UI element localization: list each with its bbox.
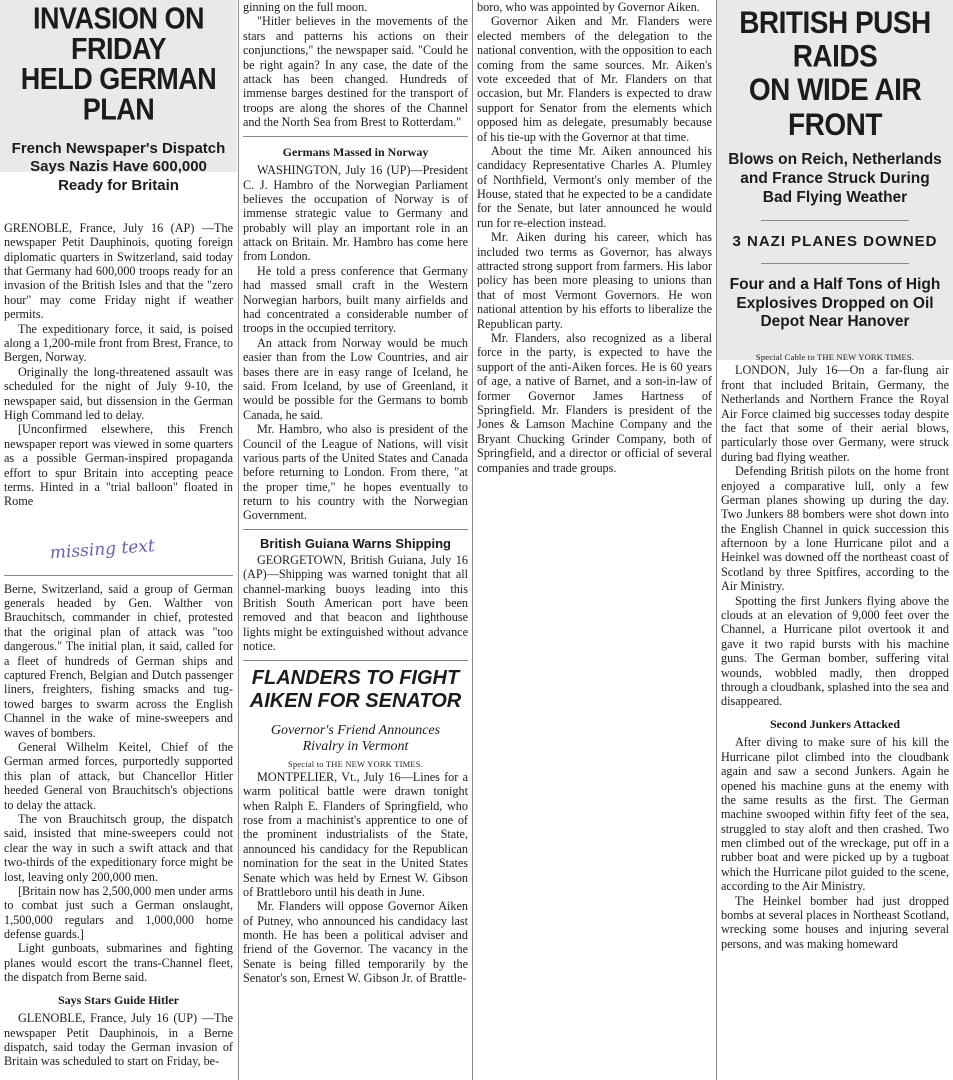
paragraph: Governor Aiken and Mr. Flanders were elected members of the delegation to the national convention, with the opposition to each coming from the same sources. Mr. Aiken's vote exceeded that of Mr. Flanders on that occasion, but Mr. Flanders is expected to draw support for Senator from the elements which opposed him as delegate, presumably because of his tie-up with the Governor at that time. xyxy=(477,14,712,144)
paragraph: Berne, Switzerland, said a group of German generals headed by Gen. Walther von Brauchitsch, commander in chief, protested that the original plan of attack was "too dangerous." The initial plan, it said, called for a fleet of hundreds of German ships and captured French, Belgian and Dutch passenger liners, freighters, fishing smacks and tug-towed barges to swarm across the English Channel in the wake of mine-sweepers and waves of bombers. xyxy=(4,581,233,740)
paragraph: ginning on the full moon. xyxy=(243,0,368,14)
paragraph: Mr. Flanders, also recognized as a liberal force in the party, is expected to have the support of the anti-Aiken forces. He is 60 years of age, a native of Barnet, and a son-in-law of former Governor James Hartness of Springfield. Mr. Flanders is president of the Jones & Lamson Machine Company and the Bryant Chucking Grinder Company, both of Springfield, and a director or official of several companies and trade groups. xyxy=(477,330,712,475)
column-rule xyxy=(472,0,473,1080)
section-heading: Germans Massed in Norway xyxy=(282,144,429,159)
paragraph: MONTPELIER, Vt., July 16—Lines for a warm political battle were drawn tonight when Ralph E. Flanders of Springfield, who rose from a machinist's apprentice to one of the prominent industrialists of the State, announced his candidacy for the Republican nomination for the seat in the United States Senate which was held by Ernest W. Gibson of Brattleboro until his death in June. xyxy=(243,769,468,899)
divider xyxy=(761,220,909,221)
headline xyxy=(4,1,233,127)
flanders-headline: FLANDERS TO FIGHT AIKEN FOR SENATOR xyxy=(249,666,462,712)
paragraph: "Hitler believes in the movements of the stars and patterns his actions on their conjunctions," the newspaper said. "Could he be right again? In any case, the date of the attack has been changed. Hundreds of immense barges destined for the transport of troops are along the shores of the Channel and the North Sea from Brest to Rotterdam." xyxy=(243,14,468,130)
paragraph: The Heinkel bomber had just dropped bombs at several places in Northeast Scotland, wrecking some houses and injuring several persons, and was making homeward xyxy=(721,893,949,951)
paragraph: LONDON, July 16—On a far-flung air front that included Britain, Germany, the Netherlands and Northern France the Royal Air Force claimed big successes today despite the fact that some of their aerial blows, particularly those over Germany, were struck during bad flying weather. xyxy=(721,363,949,464)
subheadline: French Newspaper's Dispatch Says Nazis Have 600,000 Ready for Britain xyxy=(11,140,226,194)
paragraph: Mr. Aiken during his career, which has included two terms as Governor, has always attracted strong support from farmers. His labor policy has been more pleasing to unions than that of most Vermont Governors. He won national attention by his efforts to liberalize the Republican party. xyxy=(477,230,712,331)
column-rule xyxy=(716,0,717,1080)
headline-line: HELD GERMAN PLAN xyxy=(20,62,217,127)
paragraph: Mr. Flanders will oppose Governor Aiken of Putney, who announced his candidacy last month. He has been a political adviser and friend of the Governor. The vacancy in the Senate is being filled temporarily by the Senator's son, Ernest W. Gibson Jr. of Brattle- xyxy=(243,899,468,986)
flanders-subheadline: Governor's Friend Announces Rivalry in Vermont xyxy=(270,722,441,754)
divider xyxy=(761,263,909,264)
section-heading: British Guiana Warns Shipping xyxy=(260,535,451,551)
paragraph: boro, who was appointed by Governor Aiken. xyxy=(477,0,700,14)
column-rule xyxy=(238,0,239,1080)
article-continued xyxy=(243,0,468,986)
subheadline: Four and a Half Tons of High Explosives Dropped on Oil Depot Near Hanover xyxy=(729,275,941,331)
divider xyxy=(243,660,468,661)
paragraph: WASHINGTON, July 16 (UP)—President C. J. Hambro of the Norwegian Parliament believes the occupation of Norway is of immense strategic value to Germany and probably will play an important role in an attack on Britain. Mr. Hambro has come here from London. xyxy=(243,163,468,264)
section-heading: Second Junkers Attacked xyxy=(769,716,900,731)
paragraph: He told a press conference that Germany had massed small craft in the Western Norwegian harbors, built many airfields and had concentrated a considerable number of troops in the occupied territory. xyxy=(243,263,468,336)
paragraph: GLENOBLE, France, July 16 (UP) —The newspaper Petit Dauphinois, in a Berne dispatch, said today the German invasion of Britain was scheduled to start on Friday, be- xyxy=(4,1011,233,1069)
divider xyxy=(4,575,233,576)
subheadline: Blows on Reich, Netherlands and France Struck During Bad Flying Weather xyxy=(728,150,942,206)
paragraph: [Unconfirmed elsewhere, this French newspaper report was viewed in some quarters as a possible German-inspired propaganda effort to spur Britain into accepting peace terms. Hinted in a "trial balloon" floated in Rome xyxy=(4,422,233,509)
paragraph: Mr. Hambro, who also is president of the Council of the League of Nations, will visit various parts of the United States and Canada before returning to London. From there, "at the proper time," he hopes eventually to return to his country with the Norwegian Government. xyxy=(243,422,468,523)
article-flanders-continued xyxy=(477,0,712,570)
paragraph: [Britain now has 2,500,000 men under arms to combat just such a German onslaught, 1,500,000 regulars and 1,000,000 home defense guards.] xyxy=(4,883,233,942)
paragraph: Defending British pilots on the home front enjoyed a comparative lull, only a few German planes showing up during the day. Two Junkers 88 bombers were shot down into the English Channel in quick succession this afternoon by a lone Hurricane pilot and a Heinkel was downed off the northeast coast of Scotland by three Spitfires, according to the Air Ministry. xyxy=(721,464,949,594)
paragraph: The von Brauchitsch group, the dispatch said, insisted that mine-sweepers could not clear the way in such a swift attack and that two-thirds of the expeditionary force might be lost, leaving only 200,000 men. xyxy=(4,811,233,884)
paragraph: General Wilhelm Keitel, Chief of the German armed forces, purportedly supported this plan of attack, but Chancellor Hitler heeded General von Brauchitsch's objections to delay the attack. xyxy=(4,740,233,812)
credit-line: Special Cable to THE NEW YORK TIMES. xyxy=(755,352,915,363)
handwritten-note: missing text xyxy=(49,535,156,564)
article-invasion xyxy=(4,0,233,1069)
paragraph: The expeditionary force, it said, is poised along a 1,200-mile front from Brest, France, to Bergen, Norway. xyxy=(4,321,233,365)
deck-headline: 3 NAZI PLANES DOWNED xyxy=(732,232,938,250)
section-heading: Says Stars Guide Hitler xyxy=(57,992,179,1007)
paragraph: An attack from Norway would be much easier than from the Low Countries, and air bases there are in easy range of Iceland, he said. From Iceland, by use of Greenland, it would be possible for the Germans to bomb Canada, he said. xyxy=(243,335,468,422)
headline: BRITISH PUSH RAIDS ON WIDE AIR FRONT xyxy=(739,4,931,142)
paragraph: Spotting the first Junkers flying above the clouds at an elevation of 9,000 feet over the Channel, a Hurricane pilot overtook it and gave it two rapid bursts with his machine guns. The German bomber, suffering vital wounds, wobbled madly, then dropped through a cloudbank, splashed into the sea and disappeared. xyxy=(721,593,949,709)
divider xyxy=(243,529,468,530)
paragraph: About the time Mr. Aiken announced his candidacy Representative Charles A. Plumley of Northfield, Vermont's only member of the House, stated that he expected to be a candidate for the Senate, but later announced he would run for re-election instead. xyxy=(477,143,712,230)
divider xyxy=(243,136,468,137)
paragraph: GRENOBLE, France, July 16 (AP) —The newspaper Petit Dauphinois, quoting foreign diplomatic quarters in Switzerland, said today that Germany had 600,000 troops ready for an invasion of the British Isles and that the "zero hour" may come Friday night if weather permits. xyxy=(4,220,233,322)
article-british-raids xyxy=(721,0,949,951)
paragraph: Originally the long-threatened assault was scheduled for the night of July 9-10, the newspaper said, but dissension in the German High Command led to delay. xyxy=(4,364,233,422)
paragraph: GEORGETOWN, British Guiana, July 16 (AP)—Shipping was warned tonight that all channel-marking buoys leading into this British South American port have been removed and that beacon and lighthouse lights might be extinguished without advance notice. xyxy=(243,552,468,654)
headline-line: INVASION ON FRIDAY xyxy=(32,1,204,66)
paragraph: After diving to make sure of his kill the Hurricane pilot climbed into the cloudbank again and saw a second Junkers. Again he opened his machine guns at the enemy with the same results as the first. The German machine swooped within fifty feet of the sea, struggled to stay aloft and then crashed. Two men climbed out of the wreckage, put off in a rubber boat and were picked up by a tugboat which the Hurricane pilot guided to the scene, according to the Air Ministry. xyxy=(721,735,949,894)
paragraph: Light gunboats, submarines and fighting planes would escort the trans-Channel fleet, the dispatch from Berne said. xyxy=(4,941,233,985)
credit-line: Special to THE NEW YORK TIMES. xyxy=(287,758,424,769)
